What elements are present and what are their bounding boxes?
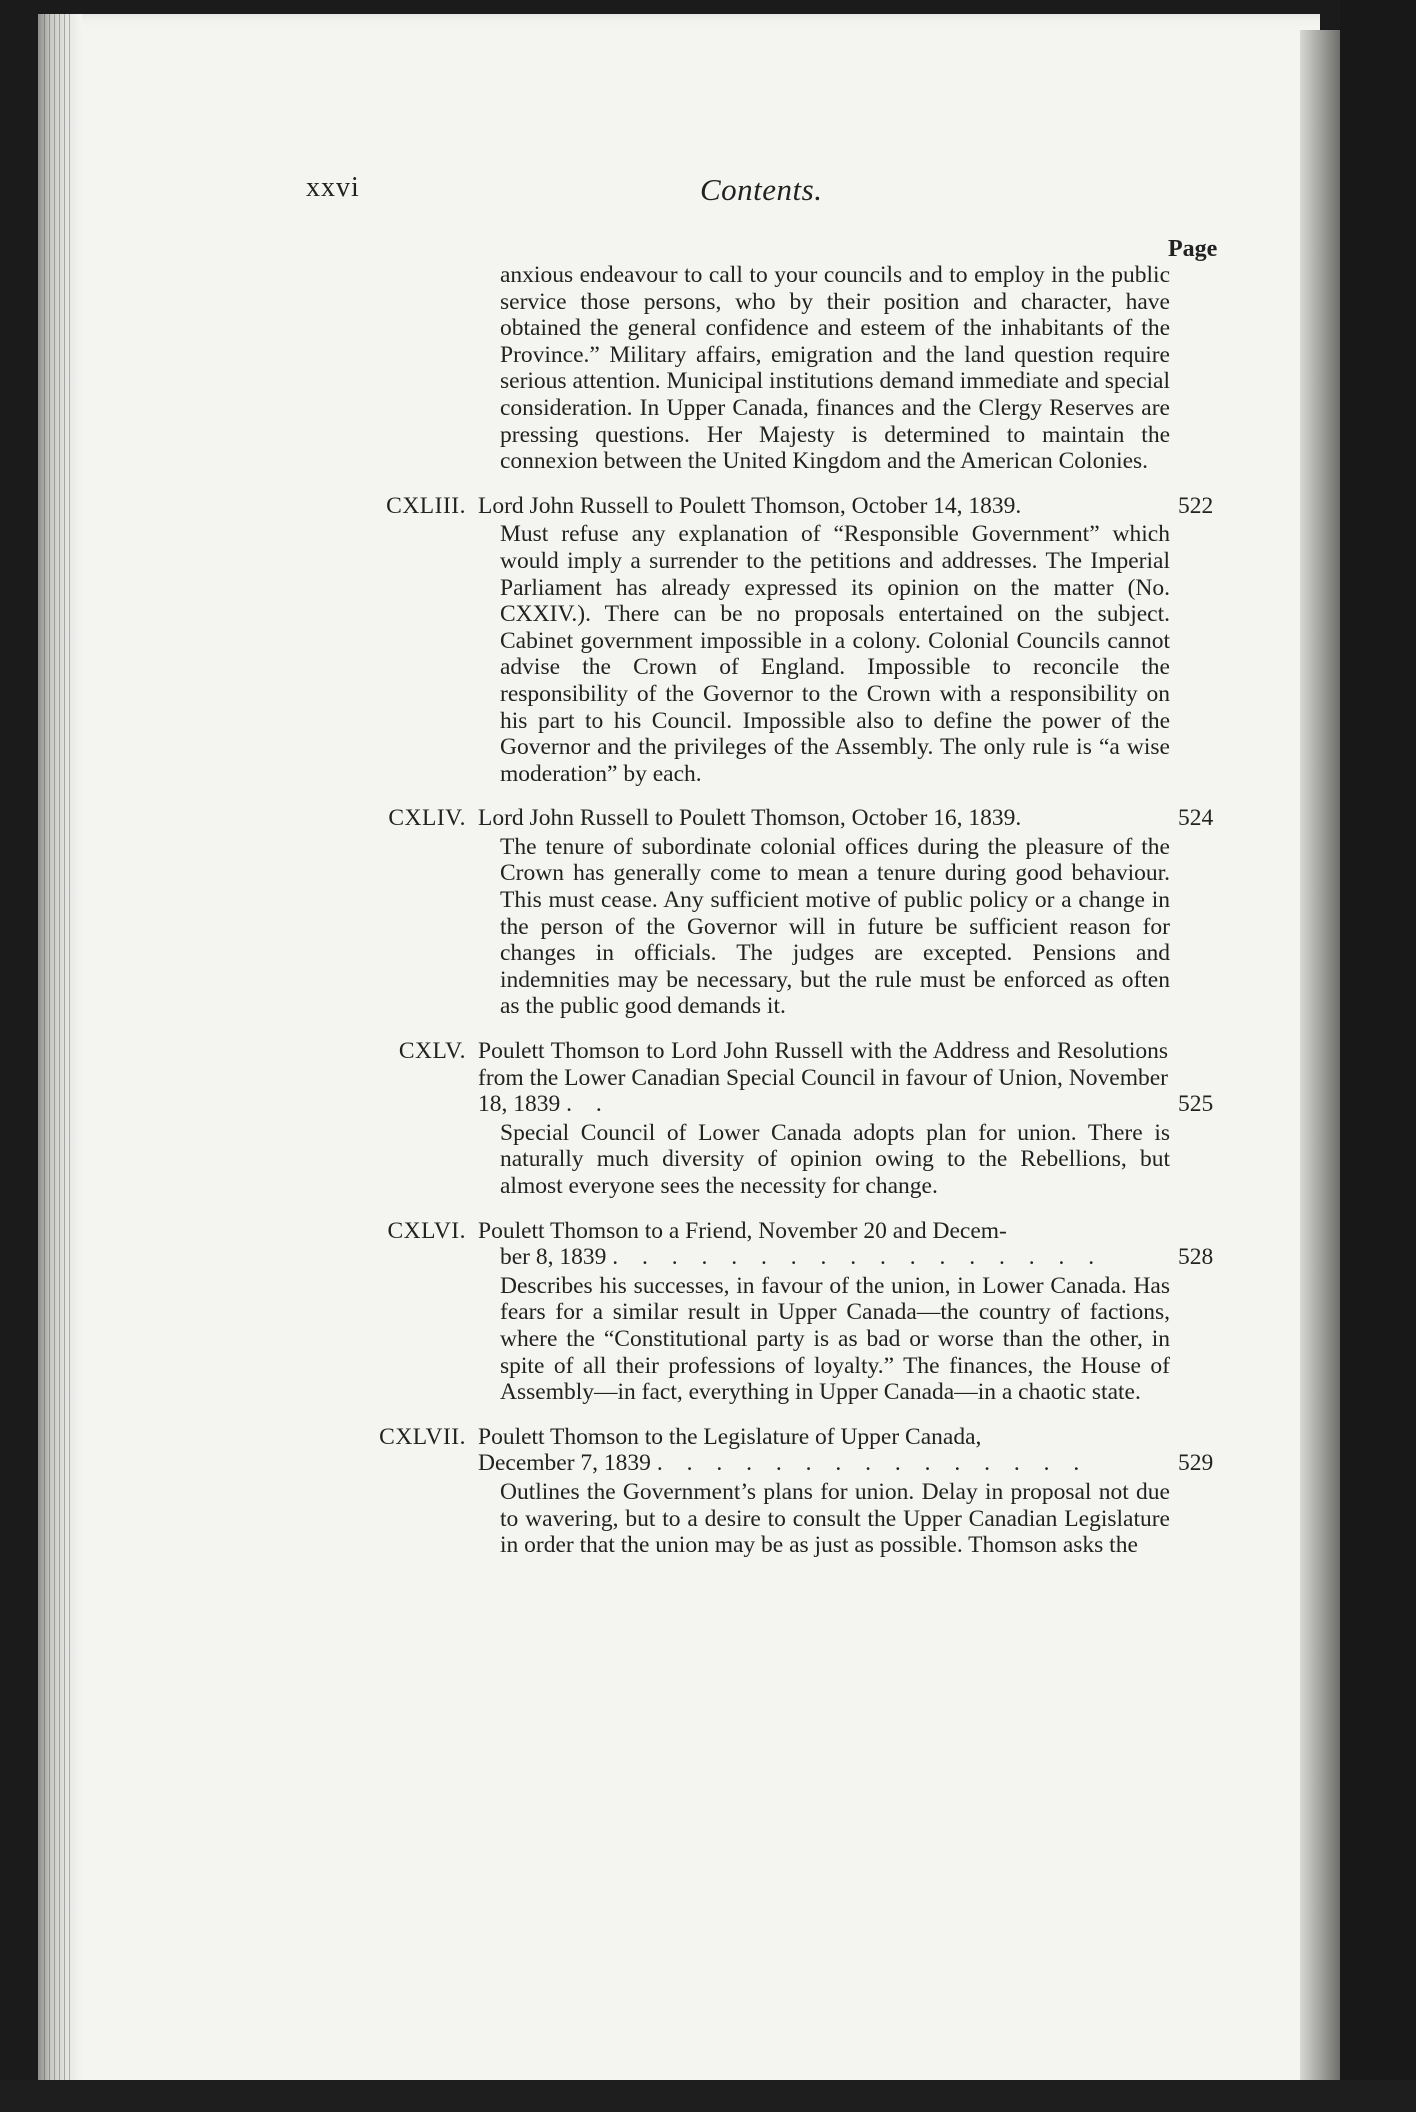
entry-page-number: 522 <box>1178 492 1214 519</box>
entry-heading <box>330 493 1230 520</box>
leader-dots: . . <box>566 1091 611 1118</box>
contents-entry <box>330 493 1230 788</box>
entry-number: CXLIV. <box>388 805 466 832</box>
entry-title-text: Poulett Thomson to a Friend, November 20 and Decem- <box>478 1217 1007 1244</box>
page-number: xxvi <box>306 172 360 203</box>
page-header <box>0 172 1416 212</box>
entry-summary: Special Council of Lower Canada adopts plan for union. There is naturally much diversity of opinion owing to the Rebellions, but almost everyone sees the necessity for change. <box>500 1119 1170 1199</box>
contents-list <box>330 262 1230 1559</box>
entry-title <box>478 1038 1168 1118</box>
page-gutter <box>38 14 82 2112</box>
entry-title-text: Poulett Thomson to the Legislature of Upper Canada, <box>478 1423 982 1450</box>
entry-title <box>478 1218 1168 1271</box>
binding-edge <box>44 14 74 2112</box>
entry-number: CXLVI. <box>387 1217 466 1244</box>
entry-title <box>478 493 1168 520</box>
contents-entry <box>330 805 1230 1020</box>
entry-title <box>478 805 1168 832</box>
entry-page-number: 528 <box>1178 1244 1214 1271</box>
entry-title-text: Lord John Russell to Poulett Thomson, October 14, 1839. <box>478 492 1022 519</box>
contents-entry <box>330 1424 1230 1559</box>
entry-title <box>478 1424 1168 1477</box>
entry-heading <box>330 1424 1230 1477</box>
entry-number: CXLV. <box>398 1038 466 1065</box>
entry-summary: Must refuse any explanation of “Responsible Government” which would imply a surrender to the petitions and addresses. The Imperial Parliament has already expressed its opinion on the matter (No. CXXIV.). There can be no proposals entertained on the subject. Cabinet government impossible in a colony. Colonial Councils cannot advise the Crown of England. Impossible to reconcile the responsibility of the Governor to the Crown with a responsibility on his part to his Council. Impossible also to define the power of the Governor and the privileges of the Assembly. The only rule is “a wise moderation” by each. <box>500 521 1170 787</box>
entry-page-number: 524 <box>1178 805 1214 832</box>
entry-title-text: Poulett Thomson to Lord John Russell with the Address and Resolutions from the Lower Canadian Special <box>478 1038 1168 1091</box>
entry-number: CXLIII. <box>386 492 466 519</box>
entry-page-number: 529 <box>1178 1450 1214 1477</box>
scan-border-bottom <box>0 2080 1416 2112</box>
entry-heading <box>330 1038 1230 1118</box>
entry-title-text: Lord John Russell to Poulett Thomson, October 16, 1839. <box>478 805 1022 832</box>
page-column-label: Page <box>1168 236 1218 262</box>
leader-dots: . . . . . . . . . . . . . . . . . <box>612 1244 1104 1271</box>
entry-title-continuation: December 7, 1839 <box>478 1450 651 1477</box>
entry-summary: Describes his successes, in favour of the union, in Lower Canada. Has fears for a similar result in Upper Canada—the country of factions, where the “Constitutional party is as bad or worse than the other, in spite of all their professions of loyalty.” The finances, the House of Assembly—in fact, everything in Upper Canada—in a chaotic state. <box>500 1272 1170 1406</box>
entry-heading <box>330 805 1230 832</box>
leader-dots: . . . . . . . . . . . . . . . <box>656 1450 1089 1477</box>
running-head: Contents. <box>700 172 823 207</box>
entry-page-number: 525 <box>1178 1091 1214 1118</box>
contents-entry <box>330 1038 1230 1200</box>
scan-border-right <box>1340 0 1416 2112</box>
entry-summary: Outlines the Government’s plans for union. Delay in proposal not due to wavering, but to a desire to consult the Upper Canadian Legislature in order that the union may be as just as possible. Thomson asks the <box>500 1478 1170 1559</box>
entry-heading <box>330 1218 1230 1271</box>
entry-title-continuation: ber 8, 1839 <box>500 1244 607 1271</box>
entry-summary: The tenure of subordinate colonial offices during the pleasure of the Crown has generally come to mean a tenure during good behaviour. This must cease. Any sufficient motive of public policy or a change in the person of the Governor will in future be sufficient reason for changes in officials. The judges are excepted. Pensions and indemnities may be necessary, but the rule must be enforced as often as the public good demands it. <box>500 833 1170 1020</box>
entry-title-continuation: Council in favour of Union, November 18, 1839 <box>478 1064 1169 1118</box>
entry-number: CXLVII. <box>379 1423 466 1450</box>
page-edge-shadow <box>1300 30 1340 2112</box>
opening-summary: anxious endeavour to call to your councils and to employ in the public service those persons, who by their position and character, have obtained the general confidence and esteem of the inhabitants of the Province.” Military affairs, emigration and the land question require serious attention. Municipal institutions demand immediate and special consideration. In Upper Canada, finances and the Clergy Reserves are pressing questions. Her Majesty is determined to maintain the connexion between the United Kingdom and the American Colonies. <box>500 262 1170 475</box>
contents-entry <box>330 1218 1230 1406</box>
